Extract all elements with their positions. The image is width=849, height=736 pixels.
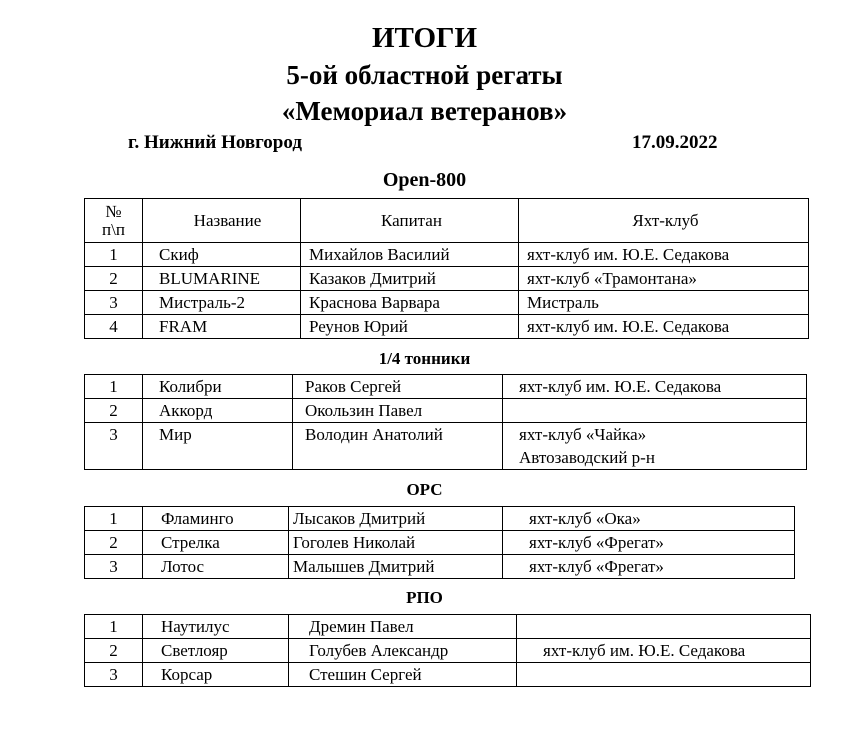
club-cell [517, 615, 811, 639]
boat-name-cell: Мистраль-2 [143, 291, 301, 315]
regatta-name: «Мемориал ветеранов» [281, 96, 568, 126]
section-title-open-800: Open-800 [382, 169, 467, 191]
column-header-club: Яхт-клуб [519, 199, 809, 243]
column-header-captain: Капитан [301, 199, 519, 243]
place-cell: 2 [85, 639, 143, 663]
club-cell: яхт-клуб им. Ю.Е. Седакова [503, 375, 807, 399]
boat-name-cell: Фламинго [143, 507, 289, 531]
boat-name-cell: Аккорд [143, 399, 293, 423]
club-cell: яхт-клуб им. Ю.Е. Седакова [519, 315, 809, 339]
section-title-quarter-tonners: 1/4 тонники [378, 349, 471, 368]
boat-name-cell: Стрелка [143, 531, 289, 555]
document-subtitle: 5-ой областной регаты [286, 60, 563, 90]
captain-cell: Гоголев Николай [289, 531, 503, 555]
club-cell: яхт-клуб им. Ю.Е. Седакова [519, 243, 809, 267]
captain-cell: Дремин Павел [289, 615, 517, 639]
table-row [85, 375, 807, 399]
column-header-name: Название [143, 199, 301, 243]
club-cell [517, 663, 811, 687]
table-row [85, 663, 811, 687]
club-cell: яхт-клуб «Чайка» Автозаводский р-н [503, 423, 807, 470]
results-table-open-800 [84, 198, 809, 339]
table-row [85, 291, 809, 315]
club-cell: яхт-клуб «Трамонтана» [519, 267, 809, 291]
captain-cell: Казаков Дмитрий [301, 267, 519, 291]
captain-cell: Краснова Варвара [301, 291, 519, 315]
place-cell: 4 [85, 315, 143, 339]
captain-cell: Михайлов Василий [301, 243, 519, 267]
document-title: ИТОГИ [371, 22, 478, 54]
section-title-orc: ОРС [406, 480, 443, 499]
place-cell: 1 [85, 507, 143, 531]
boat-name-cell: Мир [143, 423, 293, 470]
table-row [85, 399, 807, 423]
table-row [85, 555, 795, 579]
boat-name-cell: Светлояр [143, 639, 289, 663]
captain-cell: Раков Сергей [293, 375, 503, 399]
table-row [85, 423, 807, 470]
place-cell: 3 [85, 291, 143, 315]
club-cell: яхт-клуб «Фрегат» [503, 531, 795, 555]
place-cell: 3 [85, 423, 143, 470]
results-table-orc [84, 506, 795, 579]
table-row [85, 531, 795, 555]
boat-name-cell: FRAM [143, 315, 301, 339]
captain-cell: Лысаков Дмитрий [289, 507, 503, 531]
place-cell: 2 [85, 267, 143, 291]
club-cell: яхт-клуб «Ока» [503, 507, 795, 531]
club-cell: яхт-клуб «Фрегат» [503, 555, 795, 579]
table-row [85, 639, 811, 663]
captain-cell: Окользин Павел [293, 399, 503, 423]
place-cell: 2 [85, 399, 143, 423]
table-row [85, 243, 809, 267]
boat-name-cell: Колибри [143, 375, 293, 399]
table-header-row [85, 199, 809, 243]
boat-name-cell: Наутилус [143, 615, 289, 639]
captain-cell: Голубев Александр [289, 639, 517, 663]
club-cell [503, 399, 807, 423]
table-row [85, 615, 811, 639]
captain-cell: Стешин Сергей [289, 663, 517, 687]
captain-cell: Володин Анатолий [293, 423, 503, 470]
boat-name-cell: Корсар [143, 663, 289, 687]
place-cell: 2 [85, 531, 143, 555]
table-row [85, 315, 809, 339]
captain-cell: Малышев Дмитрий [289, 555, 503, 579]
place-cell: 1 [85, 243, 143, 267]
boat-name-cell: BLUMARINE [143, 267, 301, 291]
table-row [85, 267, 809, 291]
section-title-rpo: РПО [406, 588, 443, 607]
place-cell: 1 [85, 615, 143, 639]
column-header-number: № п\п [85, 199, 143, 243]
place-cell: 3 [85, 663, 143, 687]
place-cell: 1 [85, 375, 143, 399]
results-table-quarter-tonners [84, 374, 807, 470]
city-label: г. Нижний Новгород [128, 132, 302, 153]
place-cell: 3 [85, 555, 143, 579]
captain-cell: Реунов Юрий [301, 315, 519, 339]
club-cell: яхт-клуб им. Ю.Е. Седакова [517, 639, 811, 663]
date-label: 17.09.2022 [632, 132, 718, 153]
boat-name-cell: Скиф [143, 243, 301, 267]
boat-name-cell: Лотос [143, 555, 289, 579]
results-table-rpo [84, 614, 811, 687]
club-cell: Мистраль [519, 291, 809, 315]
table-row [85, 507, 795, 531]
